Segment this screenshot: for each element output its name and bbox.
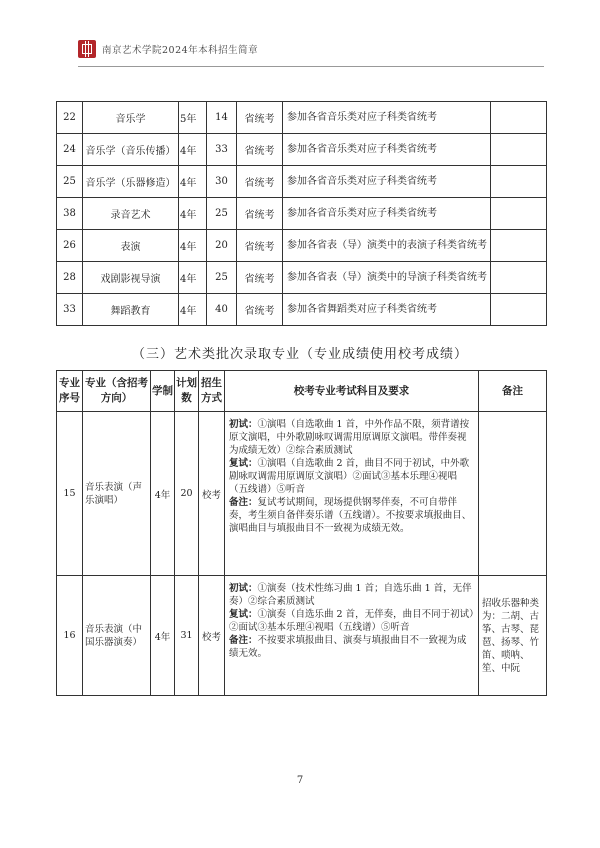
row-method: 省统考 (237, 294, 283, 326)
row-requirements: 参加各省表（导）演类中的表演子科类省统考 (283, 230, 491, 262)
row-code: 26 (57, 230, 83, 262)
header-name: 专业（含招考方向） (83, 371, 151, 412)
table-row (57, 102, 547, 134)
row-requirements (225, 412, 479, 576)
row-method: 校考 (199, 576, 225, 696)
row-plan: 20 (175, 412, 199, 576)
header-note: 备注 (479, 371, 547, 412)
header-method: 招生方式 (199, 371, 225, 412)
school-exam-table (56, 370, 547, 696)
row-code: 33 (57, 294, 83, 326)
row-requirements: 参加各省音乐类对应子科类省统考 (283, 166, 491, 198)
remarks-text: 复试考试期间，现场提供钢琴伴奏，不可自带伴奏，考生须自备伴奏乐谱（五线谱）。不按要求填报曲目、演唱曲目与填报曲目不一致视为成绩无效。 (229, 497, 472, 534)
row-requirements: 参加各省音乐类对应子科类省统考 (283, 102, 491, 134)
row-years: 4年 (179, 198, 207, 230)
row-code: 28 (57, 262, 83, 294)
row-code: 25 (57, 166, 83, 198)
row-name: 录音艺术 (83, 198, 179, 230)
header-code: 专业序号 (57, 371, 83, 412)
row-years: 4年 (179, 166, 207, 198)
row-years: 4年 (179, 230, 207, 262)
row-note (491, 102, 547, 134)
row-method: 校考 (199, 412, 225, 576)
table-row (57, 262, 547, 294)
preliminary-exam (229, 418, 474, 457)
row-plan: 25 (207, 198, 237, 230)
unified-exam-table-body (57, 102, 547, 326)
row-plan: 40 (207, 294, 237, 326)
row-requirements: 参加各省表（导）演类中的导演子科类省统考 (283, 262, 491, 294)
remarks-text: 不按要求填报曲目、演奏与填报曲目不一致视为成绩无效。 (229, 635, 467, 659)
row-note (491, 198, 547, 230)
row-name: 音乐学 (83, 102, 179, 134)
table-row (57, 412, 547, 576)
preliminary-label: 初试： (229, 419, 258, 430)
row-years: 4年 (179, 262, 207, 294)
row-plan: 14 (207, 102, 237, 134)
remarks (229, 496, 474, 535)
preliminary-label: 初试： (229, 583, 258, 594)
row-method: 省统考 (237, 102, 283, 134)
row-note (491, 166, 547, 198)
preliminary-text: ①演奏（技术性练习曲 1 首；自选乐曲 1 首，无伴奏）②综合素质测试 (229, 583, 472, 607)
retest-text: ①演奏（自选乐曲 2 首，无伴奏，曲目不同于初试）②面试③基本乐理④视唱（五线谱）⑤听音 (229, 609, 474, 633)
table-row (57, 134, 547, 166)
row-name: 舞蹈教育 (83, 294, 179, 326)
preliminary-exam (229, 582, 474, 608)
table-row (57, 576, 547, 696)
row-plan: 20 (207, 230, 237, 262)
section-title: （三）艺术类批次录取专业（专业成绩使用校考成绩） (131, 347, 468, 362)
row-note (491, 134, 547, 166)
row-name: 音乐表演（中国乐器演奏） (83, 576, 151, 696)
header-rule (78, 66, 544, 67)
row-note (491, 262, 547, 294)
table-row (57, 294, 547, 326)
row-method: 省统考 (237, 230, 283, 262)
row-name: 音乐学（音乐传播） (83, 134, 179, 166)
table-row (57, 230, 547, 262)
retest-exam (229, 608, 474, 634)
row-method: 省统考 (237, 198, 283, 230)
row-requirements: 参加各省舞蹈类对应子科类省统考 (283, 294, 491, 326)
preliminary-text: ①演唱（自选歌曲 1 首，中外作品不限，须背谱按原文演唱，中外歌剧咏叹调需用原调原文演唱。带伴奏视为成绩无效）②综合素质测试 (229, 419, 470, 456)
remarks (229, 634, 474, 660)
row-note (491, 294, 547, 326)
row-years: 4年 (151, 576, 175, 696)
row-requirements: 参加各省音乐类对应子科类省统考 (283, 134, 491, 166)
retest-label: 复试： (229, 609, 258, 620)
row-code: 15 (57, 412, 83, 576)
retest-text: ①演唱（自选歌曲 2 首，曲目不同于初试，中外歌剧咏叹调需用原调原文演唱）②面试③基本乐理④视唱（五线谱）⑤听音 (229, 458, 470, 495)
row-note (491, 230, 547, 262)
page-number: 7 (296, 775, 304, 786)
school-seal-icon (78, 40, 96, 58)
remarks-label: 备注： (229, 497, 258, 508)
row-plan: 25 (207, 262, 237, 294)
remarks-label: 备注： (229, 635, 258, 646)
row-code: 16 (57, 576, 83, 696)
retest-label: 复试： (229, 458, 258, 469)
row-note (479, 412, 547, 576)
row-requirements (225, 576, 479, 696)
row-name: 音乐表演（声乐演唱） (83, 412, 151, 576)
row-method: 省统考 (237, 134, 283, 166)
row-years: 4年 (179, 294, 207, 326)
row-years: 4年 (179, 134, 207, 166)
row-plan: 33 (207, 134, 237, 166)
row-method: 省统考 (237, 262, 283, 294)
row-plan: 31 (175, 576, 199, 696)
row-years: 5年 (179, 102, 207, 134)
row-plan: 30 (207, 166, 237, 198)
unified-exam-table (56, 101, 547, 326)
row-method: 省统考 (237, 166, 283, 198)
row-name: 戏剧影视导演 (83, 262, 179, 294)
page-header (78, 38, 258, 60)
retest-exam (229, 457, 474, 496)
table-row (57, 166, 547, 198)
row-years: 4年 (151, 412, 175, 576)
row-code: 38 (57, 198, 83, 230)
header-years: 学制 (151, 371, 175, 412)
header-plan: 计划数 (175, 371, 199, 412)
row-note: 招收乐器种类为：二胡、古筝、古琴、琵琶、扬琴、竹笛、唢呐、笙、中阮 (479, 576, 547, 696)
table-row (57, 198, 547, 230)
row-name: 表演 (83, 230, 179, 262)
row-name: 音乐学（乐器修造） (83, 166, 179, 198)
header-title: 南京艺术学院2024年本科招生简章 (102, 45, 259, 56)
row-requirements: 参加各省音乐类对应子科类省统考 (283, 198, 491, 230)
header-requirements: 校考专业考试科目及要求 (225, 371, 479, 412)
row-code: 24 (57, 134, 83, 166)
table-header-row (57, 371, 547, 412)
row-code: 22 (57, 102, 83, 134)
